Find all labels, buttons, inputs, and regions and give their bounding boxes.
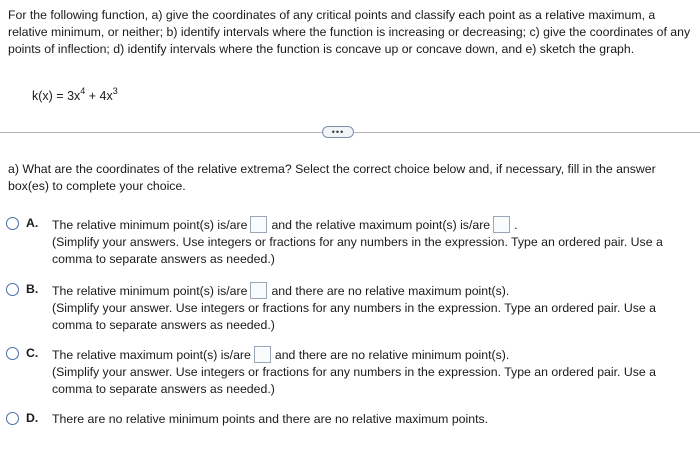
choice-a-part2: and the relative maximum point(s) is/are: [271, 218, 491, 232]
function-exponent-3: 3: [112, 86, 118, 96]
choice-a-part3: .: [514, 218, 518, 232]
choice-b-hint: (Simplify your answer. Use integers or fractions for any numbers in the expression. Type an ordered pair. Use a comma to separate answers as needed.): [52, 301, 656, 332]
choice-c-part1: The relative maximum point(s) is/are: [52, 348, 251, 362]
answer-box-max-c[interactable]: [254, 346, 271, 363]
choice-a-body: [52, 216, 696, 268]
radio-a[interactable]: [6, 217, 19, 230]
radio-c[interactable]: [6, 347, 19, 360]
choice-b[interactable]: [6, 282, 696, 332]
function-lhs: k(x) = 3x: [32, 89, 81, 104]
answer-box-min-b[interactable]: [250, 282, 267, 299]
choice-letter: D.: [26, 411, 39, 425]
choice-b-part2: and there are no relative maximum point(s).: [271, 284, 510, 298]
problem-prompt: For the following function, a) give the coordinates of any critical points and classify each point as a relative maximum, a relative minimum, or neither; b) identify intervals where the function is increasing or decreasing; c) give the coordinates of any points of inflection; d) identify intervals where the function is concave up or concave down, and e) sketch the graph.: [8, 8, 691, 56]
function-expression: [32, 87, 118, 103]
choice-b-body: [52, 282, 696, 334]
choice-d[interactable]: [6, 411, 696, 431]
choice-letter: B.: [26, 282, 39, 296]
radio-b[interactable]: [6, 283, 19, 296]
choice-a-hint: (Simplify your answers. Use integers or fractions for any numbers in the expression. Type an ordered pair. Use a comma to separate answers as needed.): [52, 235, 663, 266]
choice-a[interactable]: [6, 216, 696, 266]
choice-c-body: [52, 346, 696, 398]
choice-d-part1: There are no relative minimum points and there are no relative maximum points.: [52, 412, 489, 426]
choice-c-hint: (Simplify your answer. Use integers or fractions for any numbers in the expression. Type an ordered pair. Use a comma to separate answers as needed.): [52, 365, 656, 396]
choice-c[interactable]: [6, 346, 696, 396]
function-middle: + 4x: [85, 89, 113, 104]
function-exponent-4: 4: [80, 86, 86, 96]
more-options-button[interactable]: •••: [322, 126, 354, 138]
choice-letter: C.: [26, 346, 39, 360]
choice-c-part2: and there are no relative minimum point(s).: [274, 348, 510, 362]
question-text: a) What are the coordinates of the relative extrema? Select the correct choice below and, if necessary, fill in the answer box(es) to complete your choice.: [8, 162, 656, 193]
answer-box-max-a[interactable]: [493, 216, 510, 233]
choice-d-body: [52, 411, 696, 428]
choice-b-part1: The relative minimum point(s) is/are: [52, 284, 248, 298]
answer-box-min-a[interactable]: [250, 216, 267, 233]
radio-d[interactable]: [6, 412, 19, 425]
choice-a-part1: The relative minimum point(s) is/are: [52, 218, 248, 232]
choice-letter: A.: [26, 216, 39, 230]
